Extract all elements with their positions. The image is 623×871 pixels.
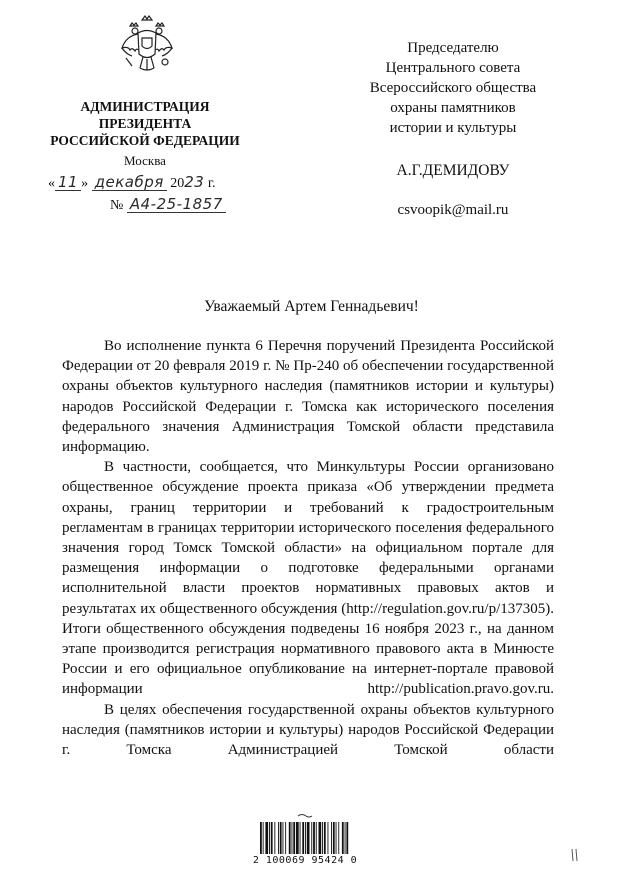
- barcode-bar: [265, 822, 268, 854]
- margin-mark-icon: [570, 848, 580, 862]
- number-label: №: [110, 198, 124, 213]
- body-paragraph: В целях обеспечения государственной охраны объектов культурного наследия (памятников истории и культуры) народов Российской Федерации г. Томска Администрацией Томской области: [62, 701, 554, 759]
- barcode-bar: [328, 822, 329, 854]
- barcode-bar: [300, 822, 301, 854]
- barcode-bar: [322, 822, 323, 854]
- date-day: 11: [55, 174, 81, 191]
- barcode-number: 2 100069 95424 0: [252, 855, 358, 866]
- barcode-bar: [296, 822, 299, 854]
- barcode-bar: [280, 822, 282, 854]
- barcode-bar: [305, 822, 306, 854]
- barcode-bar: [260, 822, 262, 854]
- addressee-email: csvoopik@mail.ru: [397, 202, 509, 218]
- body-paragraph: В частности, сообщается, что Минкультуры России организовано общественное обсуждение проекта приказа «Об утверждении предмета охраны, границ территории и требований к градостроительным регламентам в границах территории исторического поселения федерального значения город Томск Томской области» на официальном портале для размещения информации о подготовке федеральными органами исполнительной власти проектов нормативных правовых актов и результатах их общественного обсуждения (http://regulation.gov.ru/p/137305). Итоги общественного обсуждения подведены 16 ноября 2023 г., на данном этапе производится регистрация нормативного правового акта в Минюсте России и его официальное опубликование на интернет-портале правовой информации http://publication.pravo.gov.ru.: [62, 459, 554, 698]
- barcode-bar: [271, 822, 273, 854]
- org-line: АДМИНИСТРАЦИЯ: [80, 99, 210, 114]
- addressee-name: А.Г.ДЕМИДОВУ: [396, 162, 510, 179]
- barcode-bar: [307, 822, 310, 854]
- barcode-scribble: [298, 815, 312, 818]
- number-value: А4-25-1857: [127, 196, 226, 213]
- addressee-block: [328, 38, 578, 138]
- barcode-bar: [316, 822, 317, 854]
- barcode-bar: [346, 822, 348, 854]
- barcode-bar: [331, 822, 332, 854]
- barcode-bar: [283, 822, 284, 854]
- body-paragraph: Во исполнение пункта 6 Перечня поручений Президента Российской Федерации от 20 февраля 2019 г. № Пр-240 об обеспечении государственной охраны объектов культурного наследия (памятников истории и культуры) народов Российской Федерации г. Томска как исторического поселения федерального значения Администрация Томской области представила информацию.: [62, 338, 554, 456]
- date-year-suffix: 23: [184, 173, 205, 191]
- barcode-bar: [338, 822, 339, 854]
- addressee-line: охраны памятников: [390, 100, 516, 116]
- barcode-bar: [345, 822, 346, 854]
- coat-of-arms-icon: [118, 14, 176, 76]
- date-close-quote: »: [81, 176, 89, 191]
- letter-body: [62, 336, 554, 760]
- barcode-bar: [285, 822, 286, 854]
- barcode-bar: [302, 822, 304, 854]
- sender-organization: [40, 98, 250, 149]
- org-line: ПРЕЗИДЕНТА: [98, 116, 192, 131]
- barcode-bar: [336, 822, 337, 854]
- org-line: РОССИЙСКОЙ ФЕДЕРАЦИИ: [50, 133, 240, 148]
- date-year-unit: г.: [207, 176, 216, 191]
- barcode-bar: [269, 822, 270, 854]
- barcode-bar: [289, 822, 291, 854]
- barcode-bar: [333, 822, 335, 854]
- barcode-bar: [313, 822, 315, 854]
- barcode-bar: [278, 822, 279, 854]
- barcode-bar: [342, 822, 344, 854]
- date-year-prefix: 20: [170, 176, 185, 191]
- letter-number: [110, 196, 270, 214]
- addressee-line: Председателю: [407, 40, 499, 56]
- date-open-quote: «: [48, 176, 55, 191]
- addressee-line: Всероссийского общества: [369, 80, 537, 96]
- barcode-bar: [292, 822, 293, 854]
- barcode-bar: [319, 822, 322, 854]
- letter-date: [48, 173, 258, 192]
- barcode-bar: [324, 822, 326, 854]
- barcode-bar: [274, 822, 275, 854]
- salutation: Уважаемый Артем Геннадьевич!: [204, 298, 419, 315]
- barcode-icon: [258, 812, 350, 858]
- city: Москва: [124, 153, 166, 168]
- barcode-bar: [293, 822, 295, 854]
- barcode-bar: [311, 822, 312, 854]
- date-month: декабря: [92, 174, 167, 191]
- addressee-line: Центрального совета: [385, 60, 521, 76]
- addressee-line: истории и культуры: [389, 120, 517, 136]
- barcode-bar: [263, 822, 264, 854]
